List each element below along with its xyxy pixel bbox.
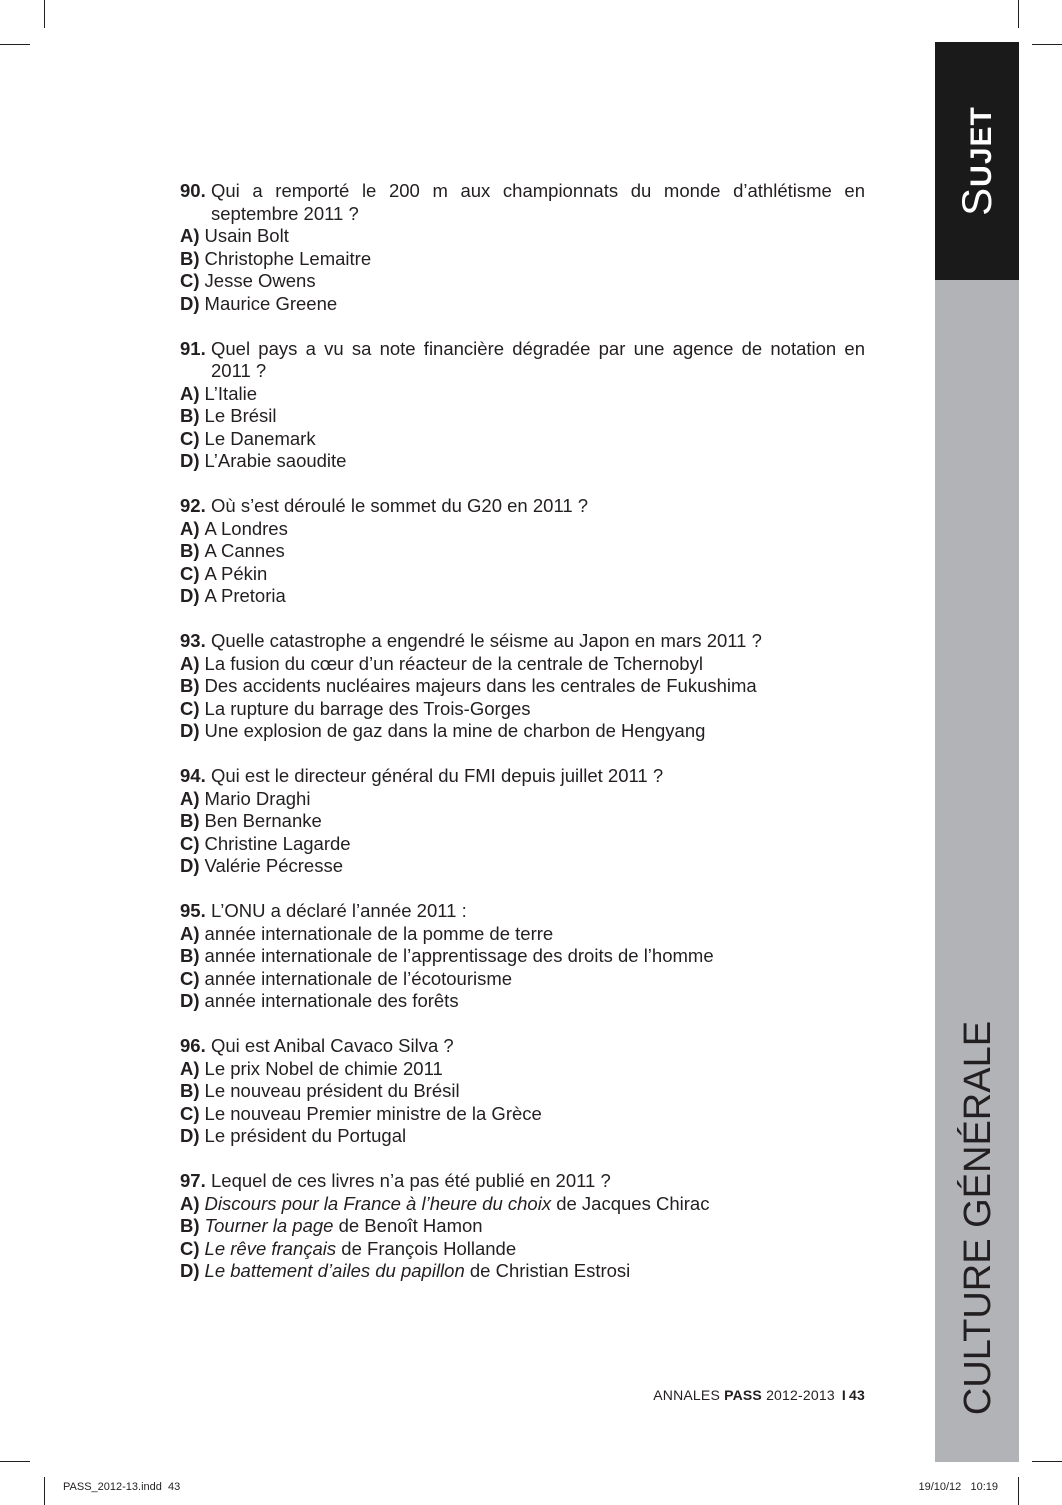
option-text: Christophe Lemaitre xyxy=(204,247,372,269)
answer-option xyxy=(180,1058,865,1081)
option-text: année internationale des forêts xyxy=(204,990,459,1011)
answer-option xyxy=(180,248,865,271)
answer-option xyxy=(180,675,865,698)
question-text: Lequel de ces livres n’a pas été publié en 2011 ? xyxy=(211,1170,611,1191)
option-text: année internationale de l’apprentissage des droits de l’homme xyxy=(204,945,714,966)
question-line xyxy=(180,765,865,788)
answer-option xyxy=(180,1080,865,1103)
question-line xyxy=(180,1170,865,1193)
book-author: de François Hollande xyxy=(341,1237,517,1259)
slug-time: 10:19 xyxy=(970,1481,998,1493)
option-letter: A) xyxy=(180,225,200,246)
question-text: Quel pays a vu sa note financière dégradée par une agence de notation en 2011 ? xyxy=(211,337,865,381)
option-text: A Pretoria xyxy=(204,585,286,606)
book-title: Discours pour la France à l’heure du choix xyxy=(204,1192,552,1214)
option-letter: C) xyxy=(180,832,200,854)
question-line xyxy=(180,900,865,923)
option-letter: A) xyxy=(180,517,200,539)
question-number: 92. xyxy=(180,495,206,516)
option-letter: C) xyxy=(180,1102,200,1124)
option-text: A Cannes xyxy=(204,540,285,561)
option-letter: B) xyxy=(180,1080,200,1101)
question-number: 95. xyxy=(180,900,206,921)
answer-option xyxy=(180,945,865,968)
question-text: Quelle catastrophe a engendré le séisme au Japon en mars 2011 ? xyxy=(211,630,762,651)
answer-option xyxy=(180,1260,865,1283)
question-line xyxy=(180,1035,865,1058)
answer-option xyxy=(180,833,865,856)
question-number: 93. xyxy=(180,630,206,651)
slug-file xyxy=(63,1481,180,1493)
option-letter: D) xyxy=(180,585,200,606)
answer-option xyxy=(180,585,865,608)
option-letter: C) xyxy=(180,697,200,719)
slug-date: 19/10/12 xyxy=(918,1481,962,1493)
crop-mark xyxy=(0,44,30,45)
answer-option xyxy=(180,405,865,428)
answer-option xyxy=(180,270,865,293)
answer-option xyxy=(180,450,865,473)
footer-annales: ANNALES xyxy=(653,1387,720,1403)
option-text: Ben Bernanke xyxy=(204,810,322,831)
question-text: L’ONU a déclaré l’année 2011 : xyxy=(211,900,467,921)
option-letter: B) xyxy=(180,675,200,696)
footer-years: 2012-2013 xyxy=(766,1387,835,1403)
option-text: Une explosion de gaz dans la mine de charbon de Hengyang xyxy=(204,720,706,741)
question-92 xyxy=(180,495,865,608)
question-number: 96. xyxy=(180,1035,206,1056)
option-text: Le nouveau président du Brésil xyxy=(204,1080,460,1101)
option-text: Christine Lagarde xyxy=(204,832,351,854)
answer-option xyxy=(180,1238,865,1261)
crop-mark xyxy=(1032,1461,1062,1462)
question-line xyxy=(180,630,865,653)
answer-option xyxy=(180,383,865,406)
option-letter: A) xyxy=(180,382,200,404)
option-letter: D) xyxy=(180,990,200,1011)
option-letter: D) xyxy=(180,292,200,314)
book-author: de Jacques Chirac xyxy=(556,1192,710,1214)
answer-option xyxy=(180,518,865,541)
question-number: 97. xyxy=(180,1170,206,1191)
answer-option xyxy=(180,428,865,451)
option-letter: A) xyxy=(180,1057,200,1079)
option-text: Le président du Portugal xyxy=(204,1125,407,1146)
question-line xyxy=(180,338,865,383)
crop-mark xyxy=(1018,1477,1019,1505)
question-number: 91. xyxy=(180,337,206,359)
question-line xyxy=(180,495,865,518)
question-list xyxy=(180,180,865,1305)
book-title: Le battement d’ailes du papillon xyxy=(204,1260,465,1281)
option-text: L’Italie xyxy=(204,382,257,404)
option-letter: C) xyxy=(180,1237,200,1259)
option-letter: D) xyxy=(180,450,200,471)
option-text: A Londres xyxy=(204,517,288,539)
question-97 xyxy=(180,1170,865,1283)
book-author: de Benoît Hamon xyxy=(338,1215,483,1236)
question-number: 90. xyxy=(180,180,206,201)
option-letter: D) xyxy=(180,1260,200,1281)
question-text: Où s’est déroulé le sommet du G20 en 2011 ? xyxy=(211,495,589,516)
option-letter: B) xyxy=(180,405,200,426)
footer-pass: PASS xyxy=(724,1387,762,1403)
option-letter: A) xyxy=(180,787,200,809)
question-text: Qui a remporté le 200 m aux championnats du monde d’athlétisme en septembre 2011 ? xyxy=(211,180,865,224)
option-letter: B) xyxy=(180,945,200,966)
answer-option xyxy=(180,990,865,1013)
answer-option xyxy=(180,653,865,676)
option-text: Des accidents nucléaires majeurs dans les centrales de Fukushima xyxy=(204,675,757,696)
option-text: année internationale de l’écotourisme xyxy=(204,967,513,989)
page-footer xyxy=(653,1387,865,1403)
question-text: Qui est Anibal Cavaco Silva ? xyxy=(211,1035,454,1056)
slug-filename: PASS_2012-13.indd xyxy=(63,1481,162,1493)
option-letter: C) xyxy=(180,967,200,989)
answer-option xyxy=(180,810,865,833)
option-text: Usain Bolt xyxy=(204,225,289,246)
book-title: Tourner la page xyxy=(204,1215,334,1236)
option-text: Le prix Nobel de chimie 2011 xyxy=(204,1057,443,1079)
option-text: Valérie Pécresse xyxy=(204,855,344,876)
answer-option xyxy=(180,540,865,563)
book-title: Le rêve français xyxy=(204,1237,337,1259)
answer-option xyxy=(180,1125,865,1148)
crop-mark xyxy=(44,1477,45,1505)
answer-option xyxy=(180,225,865,248)
answer-option xyxy=(180,855,865,878)
option-text: Le Brésil xyxy=(204,405,277,426)
question-96 xyxy=(180,1035,865,1148)
question-text: Qui est le directeur général du FMI depuis juillet 2011 ? xyxy=(211,765,664,786)
option-text: Le nouveau Premier ministre de la Grèce xyxy=(204,1102,542,1124)
answer-option xyxy=(180,968,865,991)
question-number: 94. xyxy=(180,765,206,786)
option-letter: D) xyxy=(180,1125,200,1146)
question-line xyxy=(180,180,865,225)
option-text: Jesse Owens xyxy=(204,270,316,291)
side-tab-section-label: CULTURE GÉNÉRALE xyxy=(957,1020,999,1416)
slug-page: 43 xyxy=(168,1481,181,1493)
sujet-rest: UJET xyxy=(965,106,998,187)
book-author: de Christian Estrosi xyxy=(469,1260,631,1281)
footer-separator: I xyxy=(841,1387,847,1403)
option-text: La rupture du barrage des Trois-Gorges xyxy=(204,697,531,719)
sujet-initial: S xyxy=(953,186,1000,216)
option-letter: B) xyxy=(180,540,200,561)
answer-option xyxy=(180,293,865,316)
question-94 xyxy=(180,765,865,878)
option-letter: D) xyxy=(180,855,200,876)
question-91 xyxy=(180,338,865,473)
option-text: L’Arabie saoudite xyxy=(204,450,347,471)
option-text: A Pékin xyxy=(204,562,268,584)
option-letter: C) xyxy=(180,427,200,449)
option-letter: D) xyxy=(180,720,200,741)
crop-mark xyxy=(44,0,45,28)
crop-mark xyxy=(1018,0,1019,28)
answer-option xyxy=(180,720,865,743)
crop-mark xyxy=(0,1461,30,1462)
answer-option xyxy=(180,563,865,586)
answer-option xyxy=(180,788,865,811)
answer-option xyxy=(180,1103,865,1126)
option-letter: B) xyxy=(180,247,200,269)
option-letter: B) xyxy=(180,1215,200,1236)
option-text: Le Danemark xyxy=(204,427,316,449)
option-text: Maurice Greene xyxy=(204,292,338,314)
slug-timestamp xyxy=(918,1481,998,1493)
option-letter: B) xyxy=(180,810,200,831)
question-90 xyxy=(180,180,865,315)
option-text: année internationale de la pomme de terre xyxy=(204,922,554,944)
answer-option xyxy=(180,698,865,721)
option-letter: C) xyxy=(180,270,200,291)
option-letter: C) xyxy=(180,562,200,584)
option-text: Mario Draghi xyxy=(204,787,311,809)
side-tab-sujet-label xyxy=(953,106,1000,216)
answer-option xyxy=(180,923,865,946)
question-95 xyxy=(180,900,865,1013)
option-letter: A) xyxy=(180,652,200,674)
answer-option xyxy=(180,1215,865,1238)
page-number: 43 xyxy=(849,1387,865,1403)
option-letter: A) xyxy=(180,922,200,944)
option-text: La fusion du cœur d’un réacteur de la centrale de Tchernobyl xyxy=(204,652,703,674)
crop-mark xyxy=(1032,44,1062,45)
answer-option xyxy=(180,1193,865,1216)
question-93 xyxy=(180,630,865,743)
option-letter: A) xyxy=(180,1192,200,1214)
